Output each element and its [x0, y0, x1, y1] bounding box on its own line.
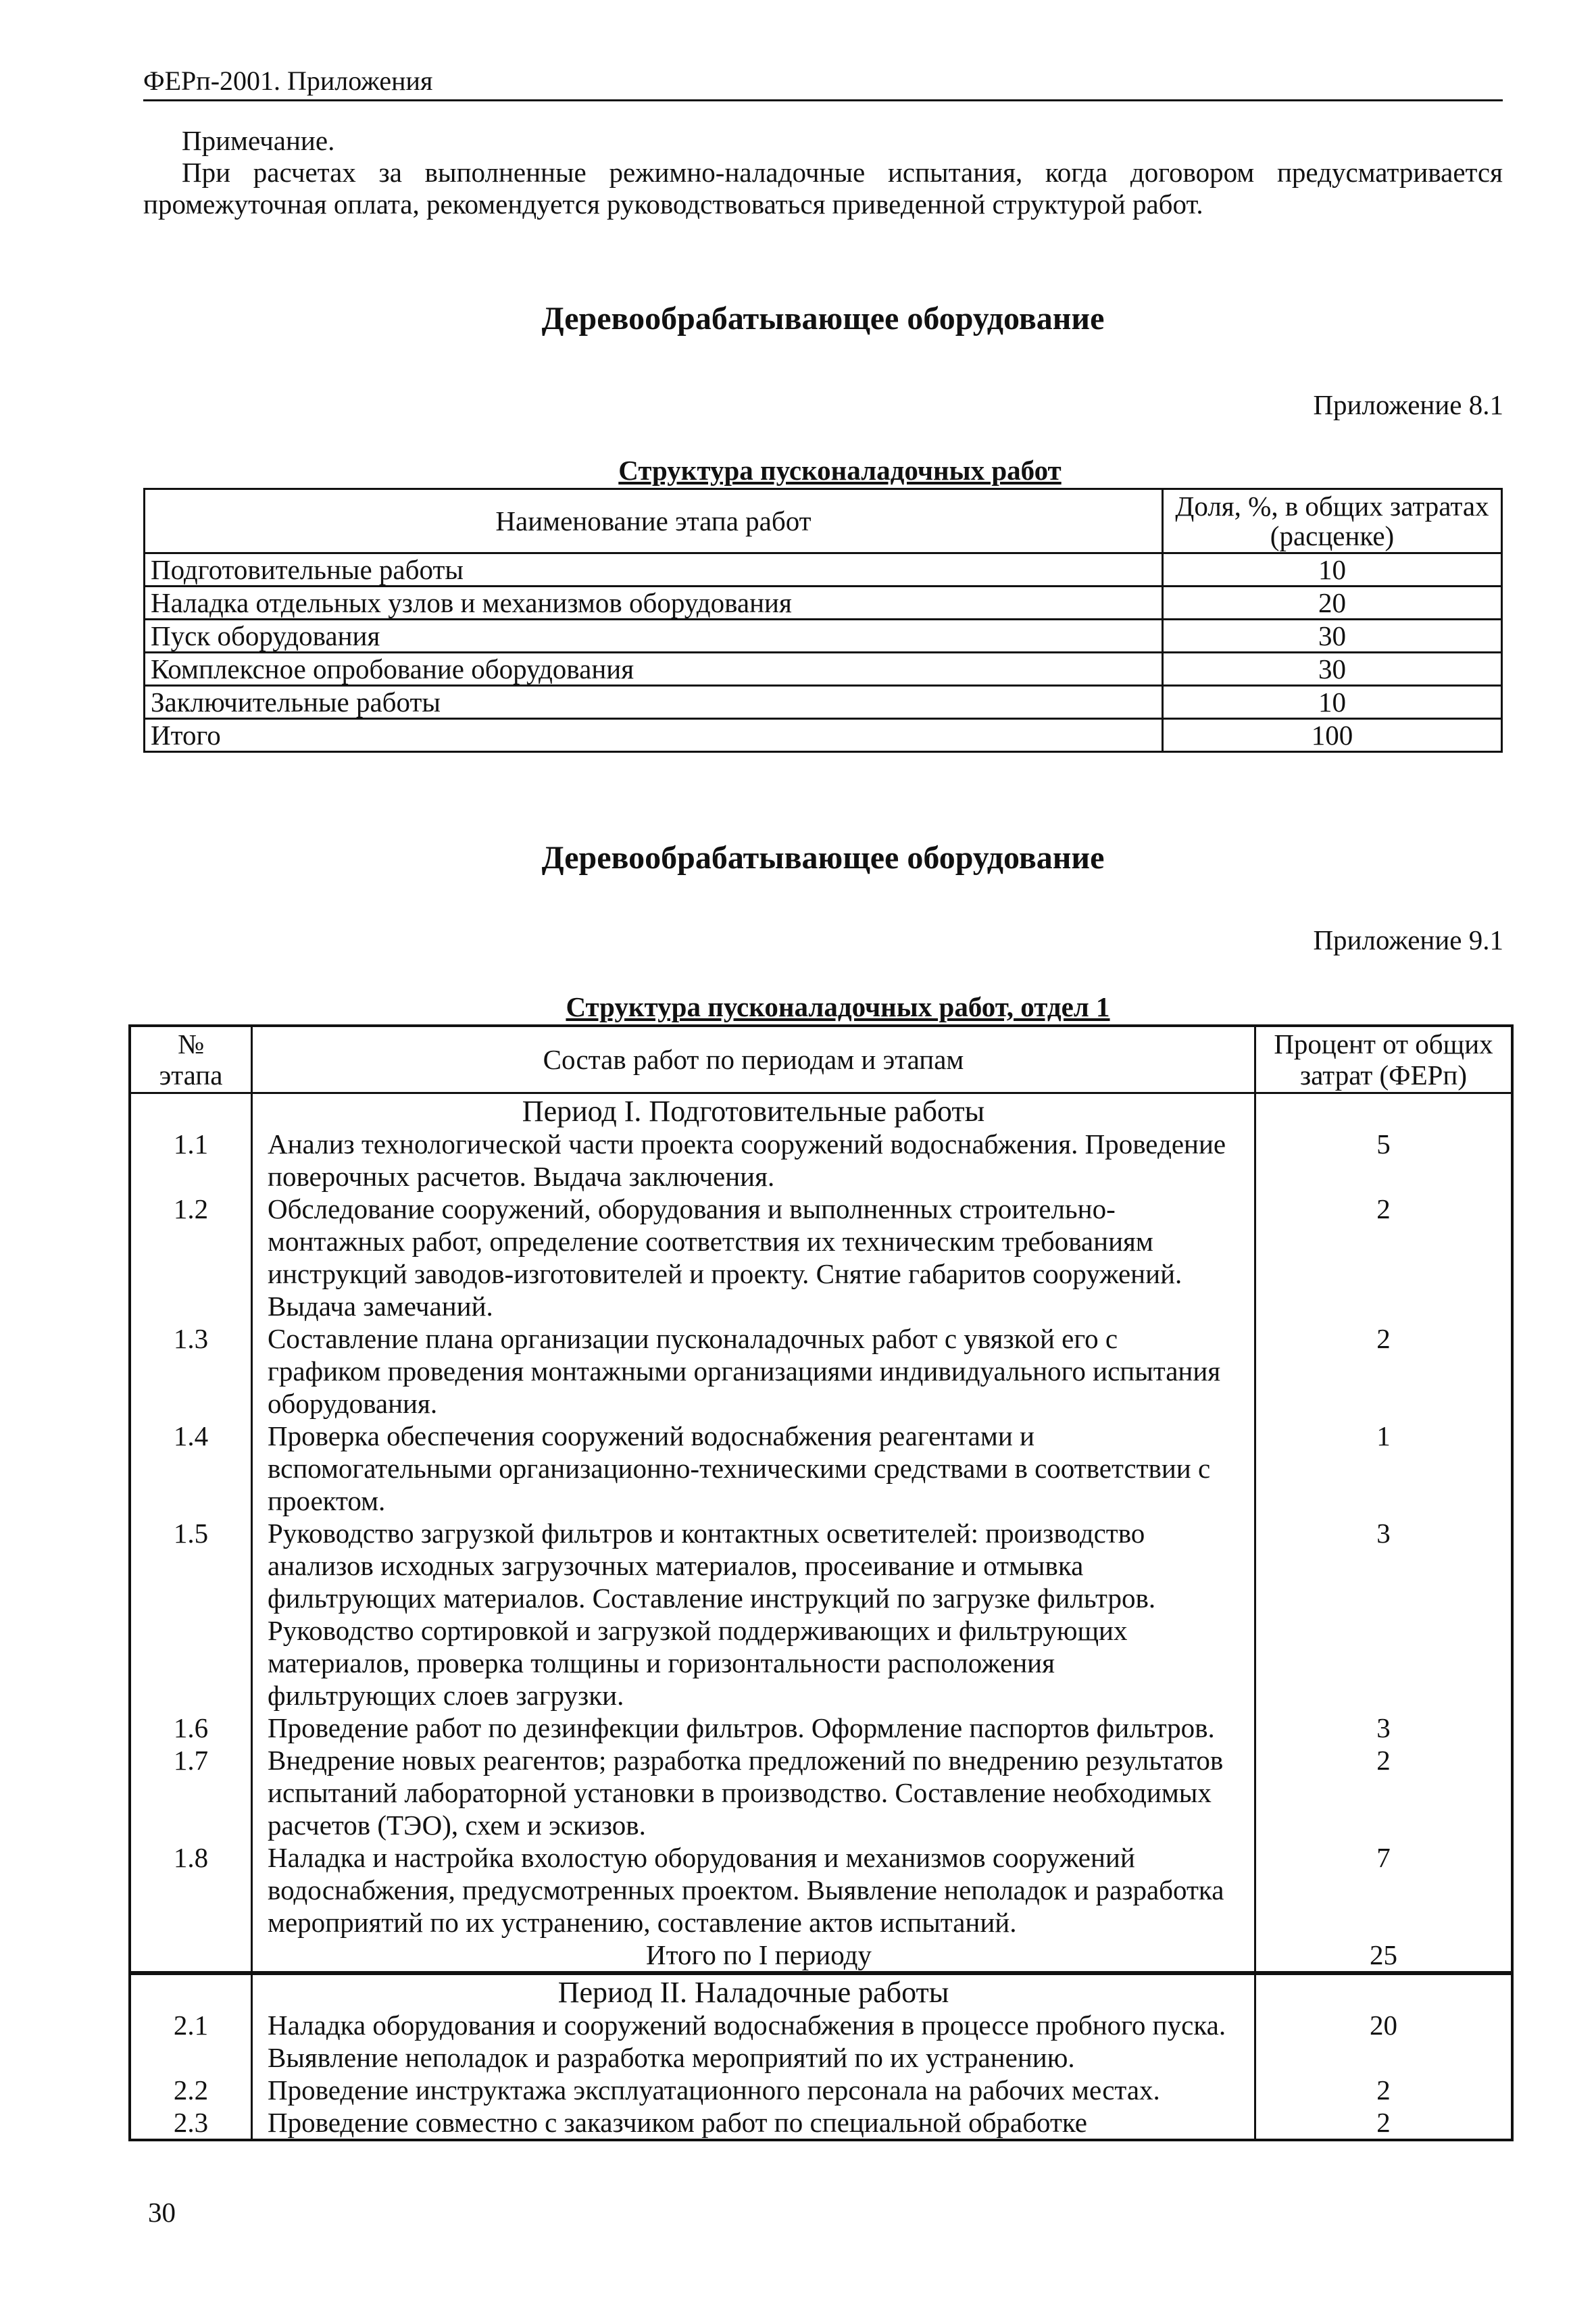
stage-percent: 2 [1255, 2106, 1513, 2140]
column-header-desc: Состав работ по периодам и этапам [252, 1026, 1255, 1093]
stage-percent: 5 [1255, 1128, 1513, 1193]
page-number: 30 [148, 2197, 176, 2228]
description-line: фильтрующих слоев загрузки. [268, 1680, 624, 1711]
description-line: Анализ технологической части проекта сооружений водоснабжения. Проведение [268, 1128, 1226, 1160]
description-line: анализов исходных загрузочных материалов, просеивание и отмывка [268, 1550, 1084, 1581]
stage-share: 20 [1163, 587, 1502, 620]
appendix-label: Приложение 8.1 [1313, 389, 1503, 420]
stage-share: 10 [1163, 686, 1502, 719]
description-line: Руководство загрузкой фильтров и контактных осветителей: производство [268, 1518, 1145, 1549]
description-line: Руководство сортировкой и загрузкой поддерживающих и фильтрующих [268, 1615, 1128, 1646]
stage-number: 1.8 [130, 1841, 252, 1939]
table-row [145, 620, 1502, 653]
header-line: этапа [159, 1060, 223, 1091]
table-row [145, 719, 1502, 752]
stage-percent: 3 [1255, 1712, 1513, 1744]
description-line: инструкций заводов-изготовителей и проекту. Снятие габаритов сооружений. [268, 1258, 1182, 1289]
total-label: Итого по I периоду [252, 1939, 1255, 1973]
stage-name: Подготовительные работы [145, 553, 1163, 587]
stage-number: 1.7 [130, 1744, 252, 1841]
stage-description [252, 1712, 1255, 1744]
column-header-pct [1255, 1026, 1513, 1093]
description-line: фильтрующих материалов. Составление инструкций по загрузке фильтров. [268, 1583, 1156, 1614]
stage-number: 1.2 [130, 1193, 252, 1322]
column-header: Доля, %, в общих затратах (расценке) [1163, 489, 1502, 553]
description-line: Проведение совместно с заказчиком работ по специальной обработке [268, 2107, 1087, 2138]
description-line: Выдача замечаний. [268, 1291, 493, 1322]
stage-share: 100 [1163, 719, 1502, 752]
section-title: Деревообрабатывающее оборудование [541, 301, 1105, 337]
period-row [130, 1973, 1512, 2009]
table-row [145, 553, 1502, 587]
period-row [130, 1093, 1512, 1128]
stage-number: 2.2 [130, 2074, 252, 2106]
works-structure-table [128, 1024, 1514, 2141]
table-row [130, 1841, 1512, 1939]
description-line: монтажных работ, определение соответствия их техническим требованиям [268, 1226, 1153, 1257]
stage-name: Комплексное опробование оборудования [145, 653, 1163, 686]
stage-description [252, 1322, 1255, 1420]
description-line: поверочных расчетов. Выдача заключения. [268, 1161, 775, 1192]
table-row [145, 653, 1502, 686]
header-line: № [177, 1028, 205, 1060]
note-line: При расчетах за выполненные режимно-наладочные испытания, когда договором предусматривается [182, 157, 1503, 188]
table-row [130, 2106, 1512, 2140]
stage-percent: 7 [1255, 1841, 1513, 1939]
description-line: испытаний лабораторной установки в производство. Составление необходимых [268, 1777, 1212, 1808]
stage-description [252, 1420, 1255, 1517]
empty-cell [130, 1973, 252, 2009]
stage-number: 2.1 [130, 2009, 252, 2074]
period-title: Период II. Наладочные работы [252, 1973, 1255, 2009]
stage-percent: 2 [1255, 1744, 1513, 1841]
description-line: графиком проведения монтажными организациями индивидуального испытания [268, 1355, 1221, 1387]
stage-number: 1.1 [130, 1128, 252, 1193]
stage-description [252, 1128, 1255, 1193]
empty-cell [1255, 1973, 1513, 2009]
table-row [130, 2074, 1512, 2106]
stage-description [252, 1193, 1255, 1322]
stage-description [252, 1841, 1255, 1939]
table-row [130, 1420, 1512, 1517]
stage-share: 30 [1163, 620, 1502, 653]
stage-number: 2.3 [130, 2106, 252, 2140]
table-row [130, 2009, 1512, 2074]
description-line: вспомогательными организационно-техническими средствами в соответствии с [268, 1453, 1211, 1484]
table-row [130, 1322, 1512, 1420]
table-row [130, 1712, 1512, 1744]
stage-number: 1.4 [130, 1420, 252, 1517]
stage-percent: 20 [1255, 2009, 1513, 2074]
stage-description [252, 2106, 1255, 2140]
stage-percent: 2 [1255, 1193, 1513, 1322]
total-value: 25 [1255, 1939, 1513, 1973]
description-line: проектом. [268, 1485, 386, 1516]
table-row [130, 1128, 1512, 1193]
stage-share: 30 [1163, 653, 1502, 686]
section-title: Деревообрабатывающее оборудование [541, 840, 1105, 876]
stage-number: 1.5 [130, 1517, 252, 1712]
description-line: Наладка и настройка вхолостую оборудования и механизмов сооружений [268, 1842, 1135, 1873]
description-line: мероприятий по их устранению, составление актов испытаний. [268, 1907, 1017, 1938]
stage-description [252, 1517, 1255, 1712]
stage-percent: 2 [1255, 1322, 1513, 1420]
period-total-row [130, 1939, 1512, 1973]
stage-percent: 2 [1255, 2074, 1513, 2106]
stage-description [252, 2074, 1255, 2106]
header-line: затрат (ФЕРп) [1299, 1060, 1468, 1091]
stage-name: Итого [145, 719, 1163, 752]
description-line: Проведение работ по дезинфекции фильтров. Оформление паспортов фильтров. [268, 1712, 1215, 1743]
table-caption: Структура пусконаладочных работ [618, 455, 1062, 486]
stage-name: Заключительные работы [145, 686, 1163, 719]
running-header: ФЕРп-2001. Приложения [143, 66, 433, 96]
note-text [143, 157, 1503, 220]
description-line: водоснабжения, предусмотренных проектом. Выявление неполадок и разработка [268, 1874, 1224, 1906]
stage-name: Наладка отдельных узлов и механизмов оборудования [145, 587, 1163, 620]
header-line: Процент от общих [1274, 1028, 1493, 1060]
table-caption: Структура пусконаладочных работ, отдел 1 [566, 991, 1110, 1022]
description-line: Наладка оборудования и сооружений водоснабжения в процессе пробного пуска. [268, 2010, 1226, 2041]
stage-percent: 3 [1255, 1517, 1513, 1712]
description-line: оборудования. [268, 1388, 438, 1419]
table-row [145, 587, 1502, 620]
header-rule [143, 99, 1503, 101]
stage-share-table [143, 488, 1503, 753]
description-line: Составление плана организации пусконаладочных работ с увязкой его с [268, 1323, 1118, 1354]
stage-share: 10 [1163, 553, 1502, 587]
description-line: Выявление неполадок и разработка мероприятий по их устранению. [268, 2042, 1075, 2073]
description-line: материалов, проверка толщины и горизонтальности расположения [268, 1647, 1055, 1678]
stage-name: Пуск оборудования [145, 620, 1163, 653]
empty-cell [130, 1093, 252, 1128]
note-title: Примечание. [182, 125, 335, 156]
description-line: Проверка обеспечения сооружений водоснабжения реагентами и [268, 1420, 1034, 1451]
note-line: промежуточная оплата, рекомендуется руководствоваться приведенной структурой работ. [143, 189, 1203, 220]
table-row [130, 1744, 1512, 1841]
stage-percent: 1 [1255, 1420, 1513, 1517]
description-line: расчетов (ТЭО), схем и эскизов. [268, 1810, 646, 1841]
column-header-num [130, 1026, 252, 1093]
stage-number: 1.6 [130, 1712, 252, 1744]
description-line: Обследование сооружений, оборудования и выполненных строительно- [268, 1193, 1116, 1224]
table-row [130, 1193, 1512, 1322]
stage-number: 1.3 [130, 1322, 252, 1420]
table-row [145, 686, 1502, 719]
empty-cell [1255, 1093, 1513, 1128]
description-line: Внедрение новых реагентов; разработка предложений по внедрению результатов [268, 1745, 1224, 1776]
stage-description [252, 1744, 1255, 1841]
column-header: Наименование этапа работ [145, 489, 1163, 553]
table-row [130, 1517, 1512, 1712]
description-line: Проведение инструктажа эксплуатационного персонала на рабочих местах. [268, 2074, 1160, 2106]
period-title: Период I. Подготовительные работы [252, 1093, 1255, 1128]
empty-cell [130, 1939, 252, 1973]
appendix-label: Приложение 9.1 [1313, 924, 1503, 955]
stage-description [252, 2009, 1255, 2074]
